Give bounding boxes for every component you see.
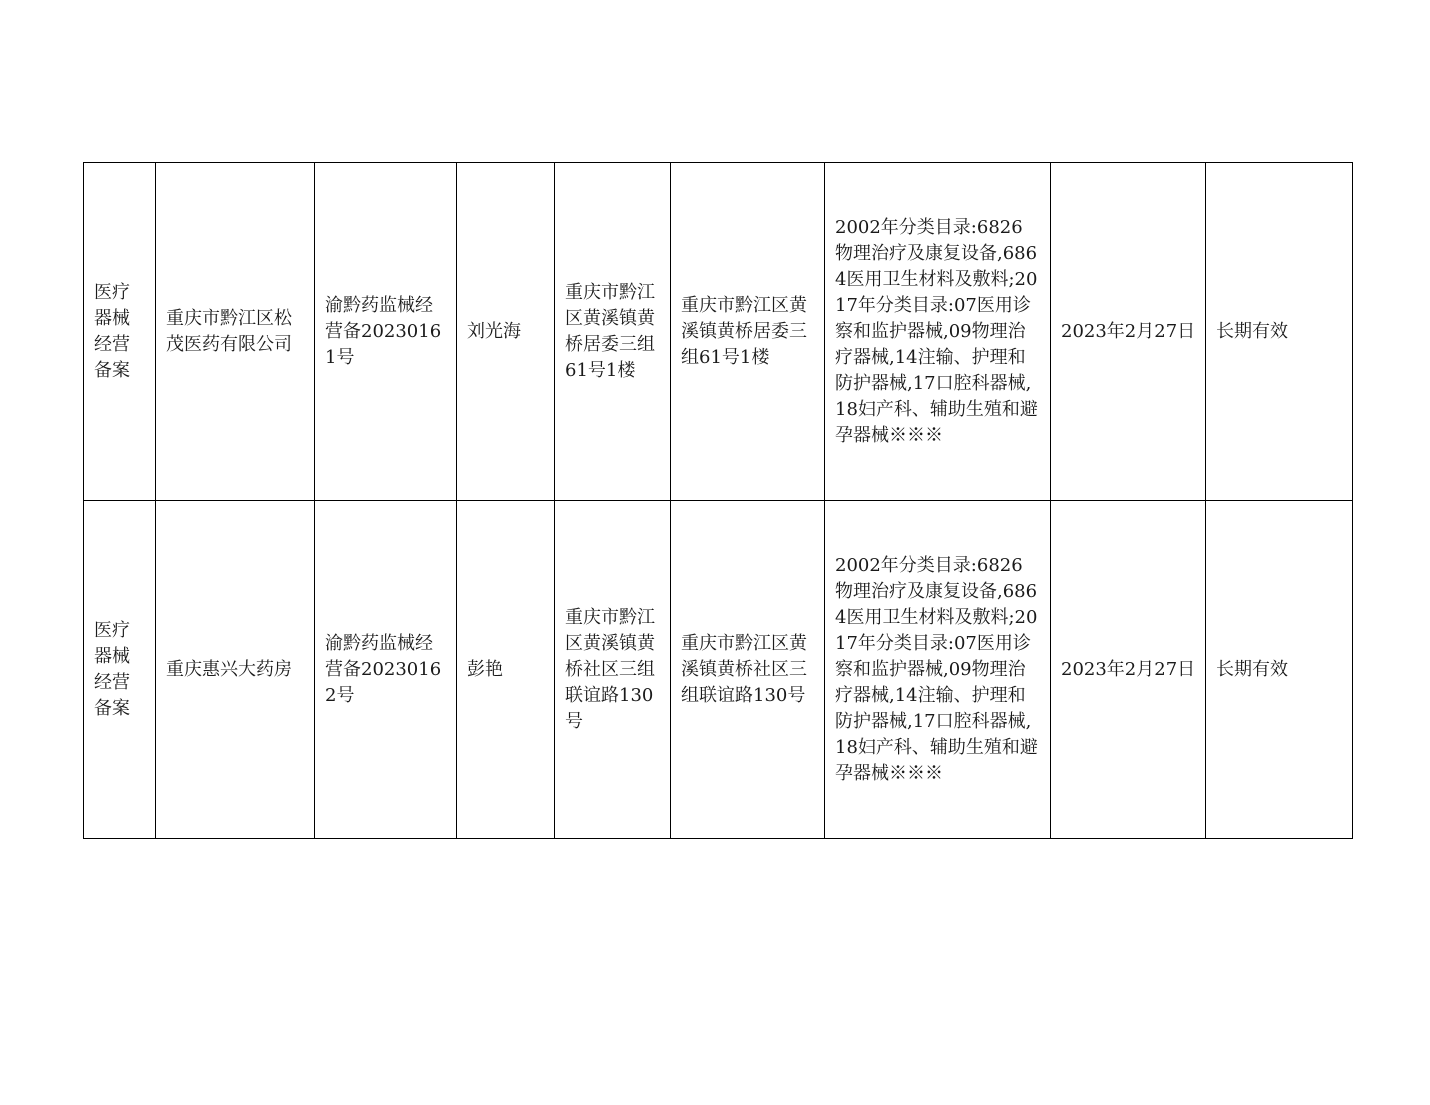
filing-records-table xyxy=(83,162,1353,839)
date-cell: 2023年2月27日 xyxy=(1051,163,1206,501)
record-number-cell: 渝黔药监械经营备20230162号 xyxy=(315,501,457,839)
record-number-cell: 渝黔药监械经营备20230161号 xyxy=(315,163,457,501)
company-cell: 重庆市黔江区松茂医药有限公司 xyxy=(156,163,315,501)
validity-cell: 长期有效 xyxy=(1206,163,1353,501)
person-cell: 刘光海 xyxy=(457,163,555,501)
person-cell: 彭艳 xyxy=(457,501,555,839)
business-address-cell: 重庆市黔江区黄溪镇黄桥社区三组联谊路130号 xyxy=(555,501,671,839)
table-row xyxy=(84,501,1353,839)
table-row xyxy=(84,163,1353,501)
business-scope-cell: 2002年分类目录:6826物理治疗及康复设备,6864医用卫生材料及敷料;2017年分类目录:07医用诊察和监护器械,09物理治疗器械,14注输、护理和防护器械,17口腔科器械,18妇产科、辅助生殖和避孕器械※※※ xyxy=(825,163,1051,501)
category-cell: 医疗器械经营备案 xyxy=(84,501,156,839)
company-cell: 重庆惠兴大药房 xyxy=(156,501,315,839)
business-address-cell: 重庆市黔江区黄溪镇黄桥居委三组61号1楼 xyxy=(555,163,671,501)
category-cell: 医疗器械经营备案 xyxy=(84,163,156,501)
warehouse-address-cell: 重庆市黔江区黄溪镇黄桥居委三组61号1楼 xyxy=(671,163,825,501)
validity-cell: 长期有效 xyxy=(1206,501,1353,839)
business-scope-cell: 2002年分类目录:6826物理治疗及康复设备,6864医用卫生材料及敷料;2017年分类目录:07医用诊察和监护器械,09物理治疗器械,14注输、护理和防护器械,17口腔科器械,18妇产科、辅助生殖和避孕器械※※※ xyxy=(825,501,1051,839)
warehouse-address-cell: 重庆市黔江区黄溪镇黄桥社区三组联谊路130号 xyxy=(671,501,825,839)
date-cell: 2023年2月27日 xyxy=(1051,501,1206,839)
